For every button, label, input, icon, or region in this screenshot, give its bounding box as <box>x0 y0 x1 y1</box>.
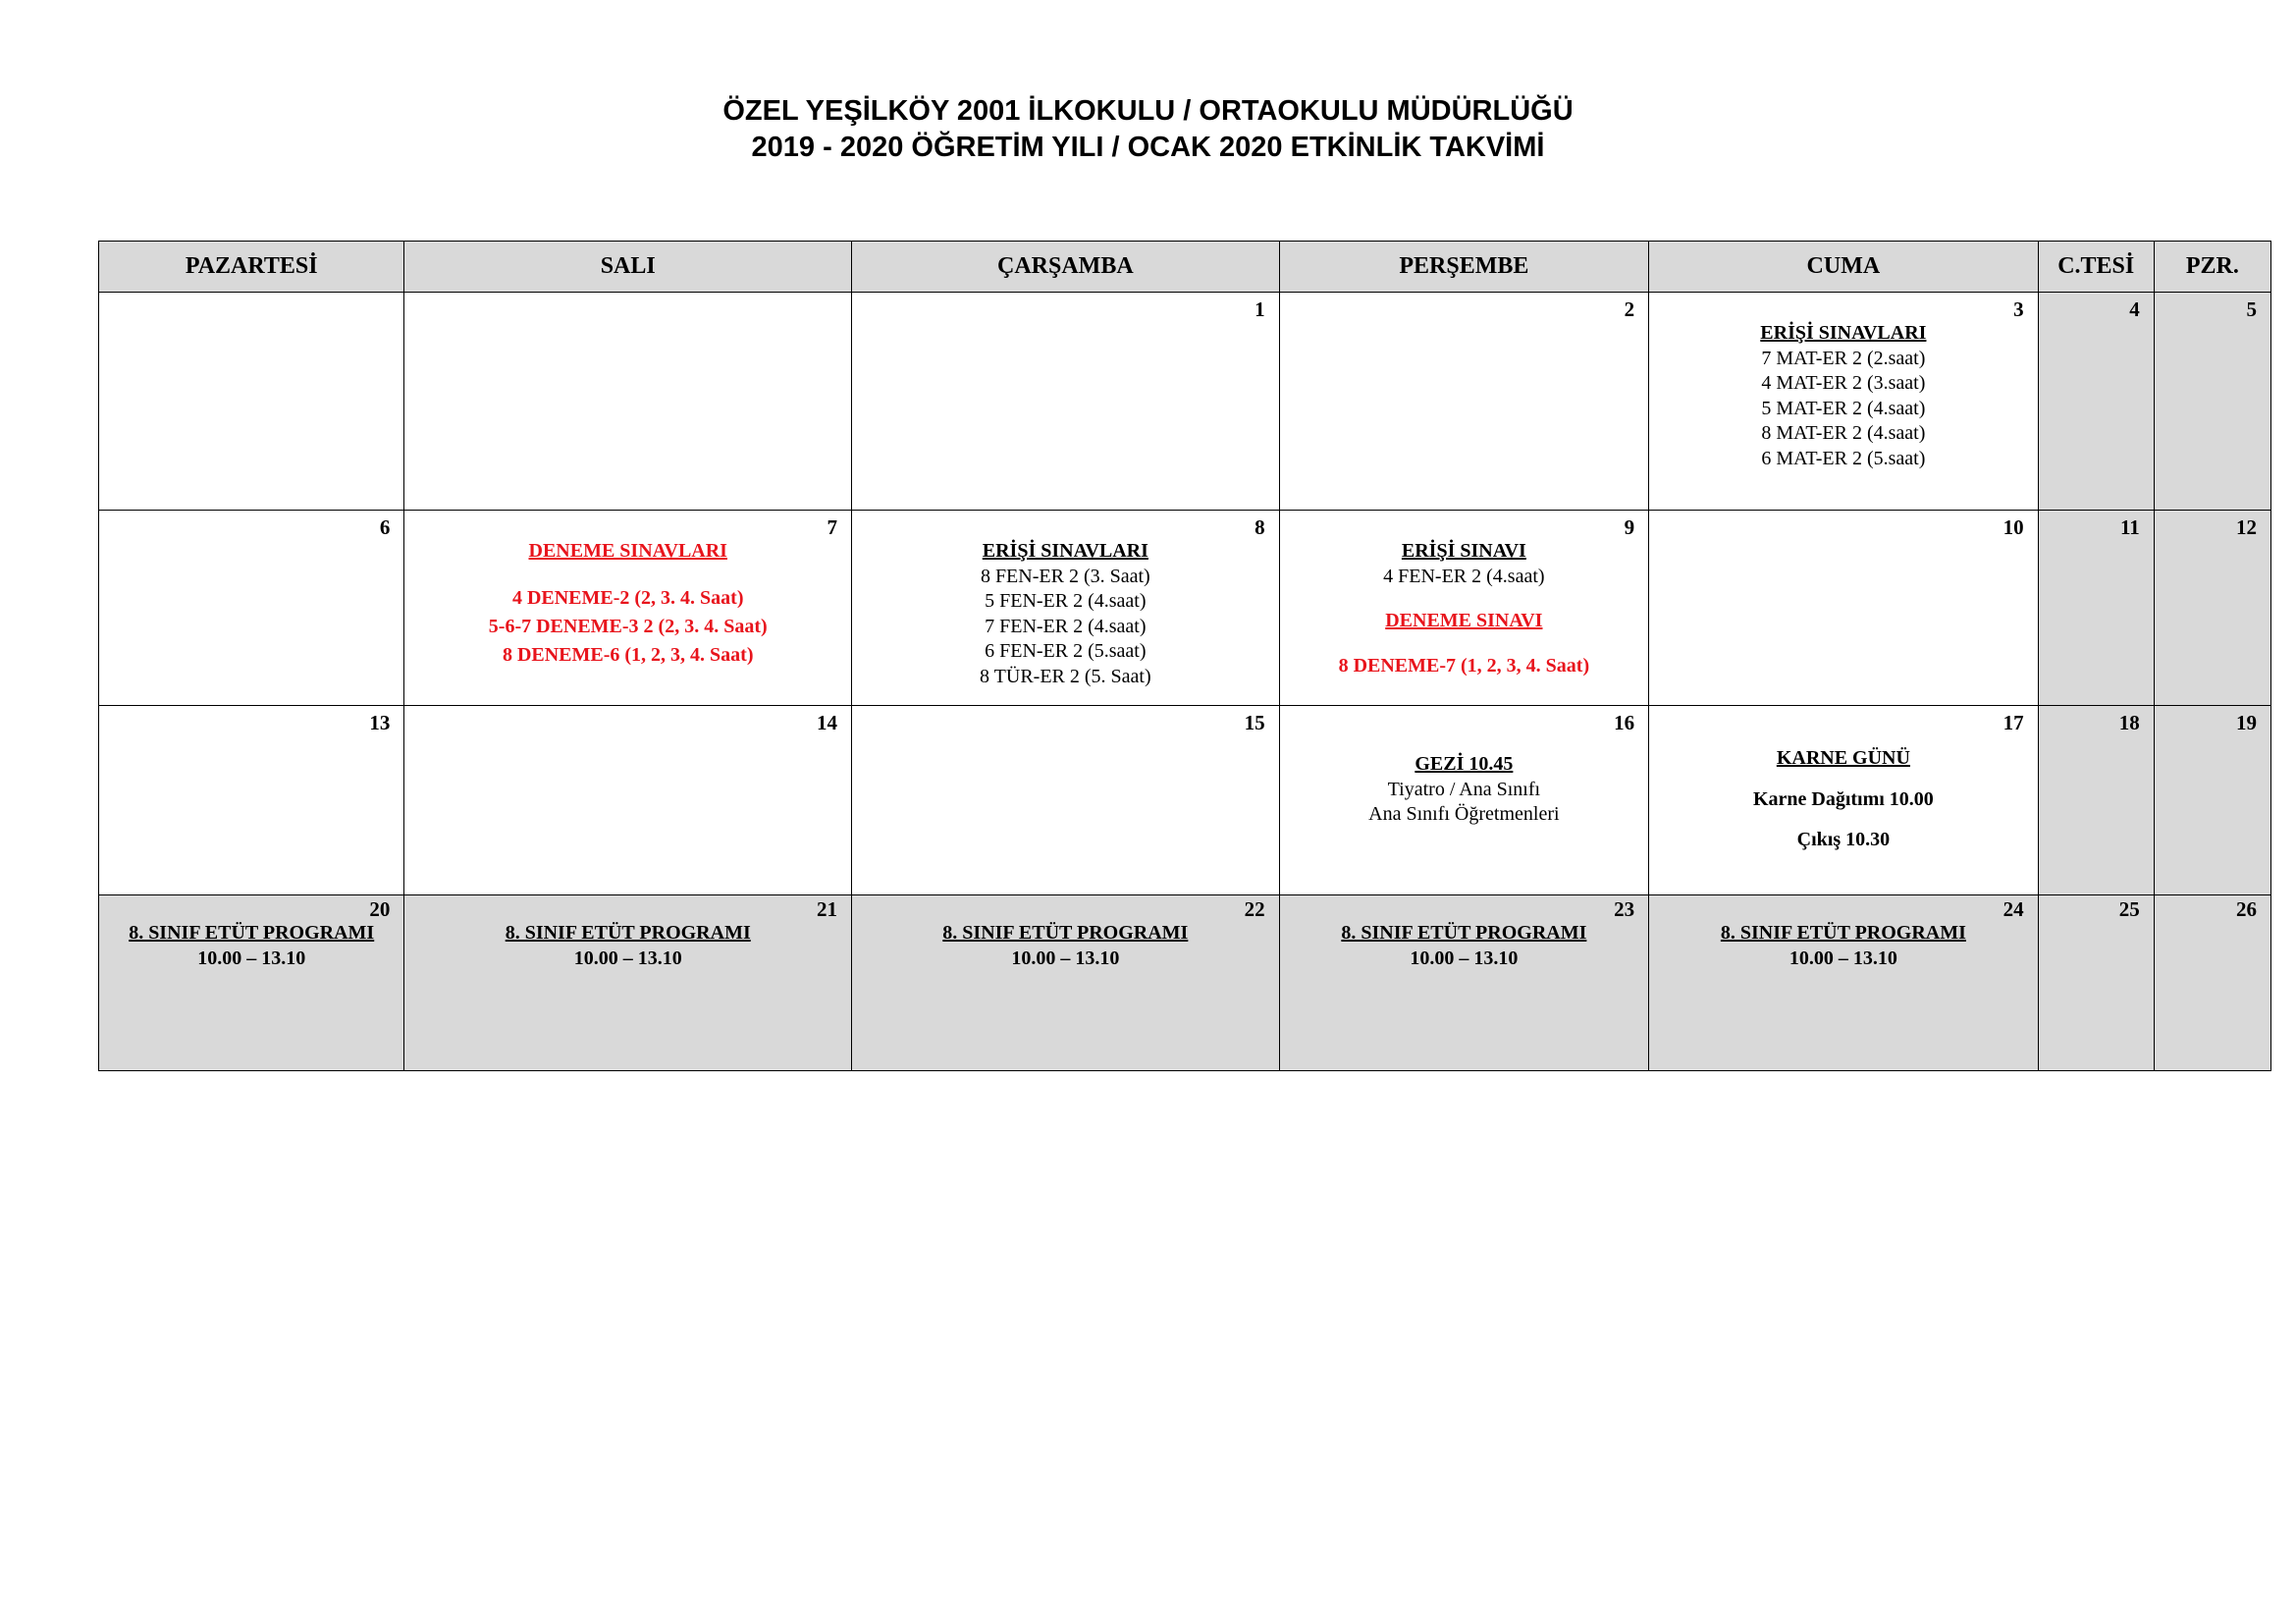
day-cell <box>852 511 1280 706</box>
day-cell-weekend <box>2038 511 2154 706</box>
day-cell <box>852 293 1280 511</box>
event-heading: ERİŞİ SINAVLARI <box>1760 322 1927 344</box>
day-number: 20 <box>369 897 391 921</box>
event-line: 10.00 – 13.10 <box>1410 947 1519 969</box>
calendar-table <box>98 241 2271 1071</box>
day-cell-weekend <box>2154 895 2270 1071</box>
event-line: 5-6-7 DENEME-3 2 (2, 3. 4. Saat) <box>488 615 768 637</box>
day-number: 11 <box>2119 515 2140 539</box>
weekday-header: C.TESİ <box>2038 242 2154 293</box>
day-number: 4 <box>2129 298 2140 321</box>
event-block <box>852 921 1279 971</box>
day-number: 16 <box>1614 711 1635 734</box>
event-block <box>1280 921 1649 971</box>
day-cell-weekend <box>2038 293 2154 511</box>
day-cell <box>1279 706 1649 895</box>
event-line: 8 DENEME-7 (1, 2, 3, 4. Saat) <box>1338 654 1590 677</box>
event-heading: DENEME SINAVLARI <box>528 540 727 562</box>
day-number: 9 <box>1624 515 1635 539</box>
weekday-header-row <box>99 242 2271 293</box>
event-line: 8 DENEME-6 (1, 2, 3, 4. Saat) <box>502 643 754 666</box>
day-cell <box>404 706 852 895</box>
day-cell-weekend <box>2038 706 2154 895</box>
event-heading: 8. SINIF ETÜT PROGRAMI <box>1341 922 1587 944</box>
day-cell <box>1279 511 1649 706</box>
weekday-header: PZR. <box>2154 242 2270 293</box>
week-row <box>99 511 2271 706</box>
day-number: 13 <box>369 711 391 734</box>
day-cell <box>99 706 404 895</box>
week-row <box>99 293 2271 511</box>
day-number: 12 <box>2236 515 2257 539</box>
event-line: 10.00 – 13.10 <box>1789 947 1897 969</box>
day-cell <box>404 293 852 511</box>
day-cell <box>1279 293 1649 511</box>
day-cell <box>1279 895 1649 1071</box>
day-cell <box>99 511 404 706</box>
day-cell <box>99 293 404 511</box>
weekday-header: PAZARTESİ <box>99 242 404 293</box>
day-cell-weekend <box>2038 895 2154 1071</box>
event-heading: 8. SINIF ETÜT PROGRAMI <box>942 922 1189 944</box>
event-line: 6 FEN-ER 2 (5.saat) <box>985 640 1147 662</box>
day-cell <box>404 895 852 1071</box>
document-title <box>0 93 2296 166</box>
day-cell <box>1649 293 2039 511</box>
day-number: 2 <box>1624 298 1635 321</box>
event-line: 8 MAT-ER 2 (4.saat) <box>1761 422 1926 444</box>
day-number <box>404 293 851 298</box>
day-number: 14 <box>817 711 838 734</box>
event-line: 10.00 – 13.10 <box>197 947 306 969</box>
event-line: 5 FEN-ER 2 (4.saat) <box>985 590 1147 612</box>
event-line: 5 MAT-ER 2 (4.saat) <box>1761 397 1926 419</box>
event-line: 10.00 – 13.10 <box>1011 947 1120 969</box>
day-number: 25 <box>2118 897 2140 921</box>
weekday-header: SALI <box>404 242 852 293</box>
event-heading: ERİŞİ SINAVI <box>1401 540 1526 562</box>
day-cell <box>1649 706 2039 895</box>
event-line: Tiyatro / Ana Sınıfı <box>1387 778 1541 800</box>
day-number: 23 <box>1614 897 1635 921</box>
event-line: 8 TÜR-ER 2 (5. Saat) <box>980 665 1151 687</box>
event-heading: 8. SINIF ETÜT PROGRAMI <box>505 922 751 944</box>
day-number: 22 <box>1244 897 1265 921</box>
day-number: 21 <box>817 897 838 921</box>
event-heading: KARNE GÜNÜ <box>1776 747 1910 769</box>
day-number: 15 <box>1244 711 1265 734</box>
event-line: 7 FEN-ER 2 (4.saat) <box>985 615 1147 637</box>
title-school: ÖZEL YEŞİLKÖY 2001 İLKOKULU / ORTAOKULU MÜDÜRLÜĞÜ <box>722 95 1574 127</box>
event-block <box>1649 734 2038 853</box>
weekday-header: ÇARŞAMBA <box>852 242 1280 293</box>
day-cell <box>1649 895 2039 1071</box>
day-number: 24 <box>2002 897 2024 921</box>
event-heading: GEZİ 10.45 <box>1415 753 1514 775</box>
event-heading: ERİŞİ SINAVLARI <box>982 540 1148 562</box>
day-number: 10 <box>2002 515 2024 539</box>
event-line: 7 MAT-ER 2 (2.saat) <box>1761 347 1926 369</box>
week-row <box>99 706 2271 895</box>
event-line: 10.00 – 13.10 <box>573 947 682 969</box>
day-cell <box>852 706 1280 895</box>
title-calendar: 2019 - 2020 ÖĞRETİM YILI / OCAK 2020 ETKİNLİK TAKVİMİ <box>751 132 1545 163</box>
day-number: 17 <box>2002 711 2024 734</box>
event-line: Ana Sınıfı Öğretmenleri <box>1368 803 1560 825</box>
event-block <box>404 921 851 971</box>
event-block <box>99 921 403 971</box>
day-number: 19 <box>2236 711 2257 734</box>
event-line: Karne Dağıtımı 10.00 <box>1752 787 1934 810</box>
event-heading: 8. SINIF ETÜT PROGRAMI <box>1720 922 1966 944</box>
event-line: 6 MAT-ER 2 (5.saat) <box>1761 447 1926 469</box>
day-number: 1 <box>1255 298 1265 321</box>
event-line: 4 MAT-ER 2 (3.saat) <box>1761 372 1926 394</box>
day-cell <box>404 511 852 706</box>
day-cell <box>99 895 404 1071</box>
day-number: 6 <box>379 515 391 539</box>
day-number: 7 <box>827 515 838 539</box>
day-cell <box>852 895 1280 1071</box>
event-line: 4 DENEME-2 (2, 3. 4. Saat) <box>511 586 744 609</box>
day-number: 26 <box>2236 897 2257 921</box>
event-line: Çıkış 10.30 <box>1796 829 1891 850</box>
day-number: 18 <box>2118 711 2140 734</box>
event-block <box>1649 921 2038 971</box>
day-cell-weekend <box>2154 293 2270 511</box>
event-block <box>404 539 851 670</box>
day-number: 3 <box>2013 298 2024 321</box>
weekday-header: PERŞEMBE <box>1279 242 1649 293</box>
day-number <box>99 293 403 298</box>
day-cell-weekend <box>2154 706 2270 895</box>
day-number: 5 <box>2246 298 2257 321</box>
weekday-header: CUMA <box>1649 242 2039 293</box>
week-row <box>99 895 2271 1071</box>
day-cell-weekend <box>2154 511 2270 706</box>
day-cell <box>1649 511 2039 706</box>
event-block <box>1280 539 1649 678</box>
event-line: 4 FEN-ER 2 (4.saat) <box>1383 565 1545 587</box>
event-block <box>1280 734 1649 828</box>
event-heading: 8. SINIF ETÜT PROGRAMI <box>129 922 375 944</box>
event-block <box>1649 321 2038 471</box>
event-block <box>852 539 1279 689</box>
event-line: 8 FEN-ER 2 (3. Saat) <box>980 565 1150 587</box>
day-number: 8 <box>1255 515 1265 539</box>
event-heading: DENEME SINAVI <box>1385 610 1543 631</box>
